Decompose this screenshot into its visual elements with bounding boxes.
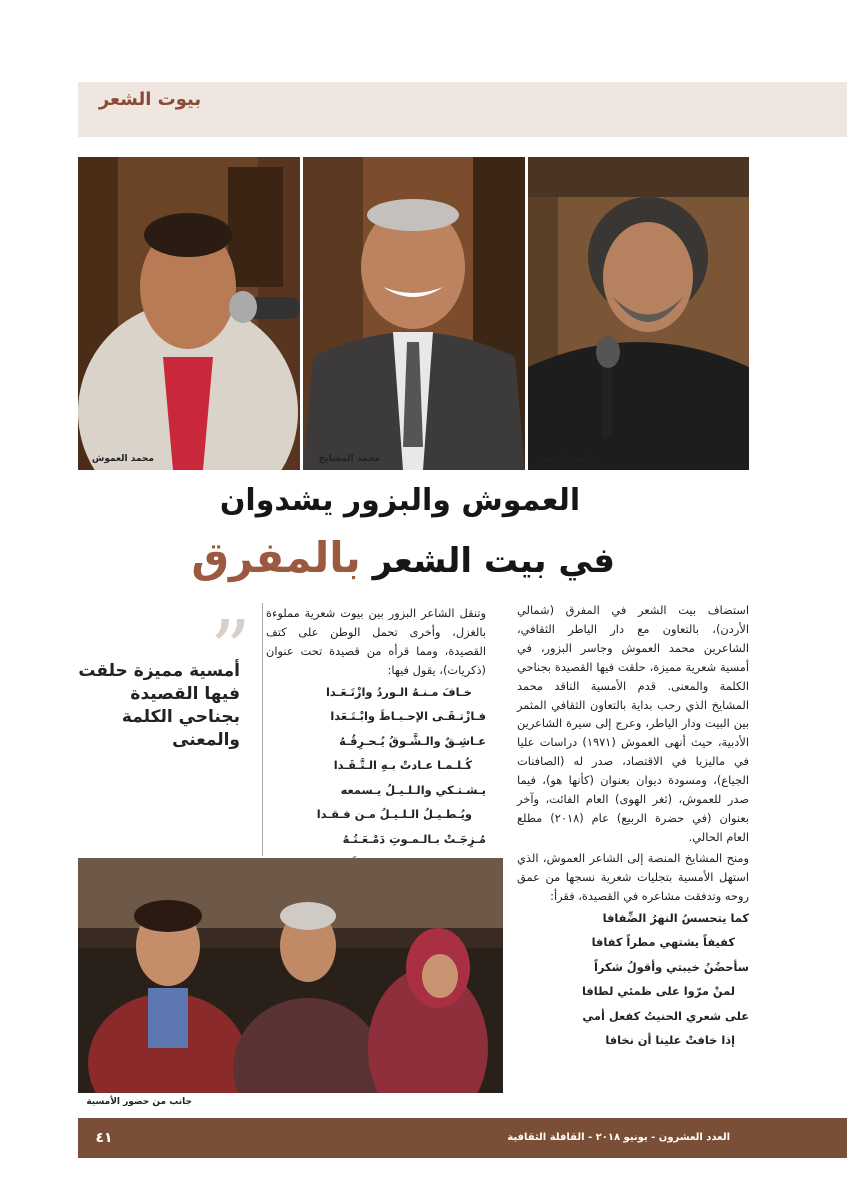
- photo-caption-al-bazour: جاسر البزور: [541, 454, 595, 464]
- title-line2-text: في بيت الشعر: [360, 541, 615, 581]
- photo-caption-al-amoush: محمد العموش: [91, 454, 154, 464]
- verse-line: لمنْ مرّوا على ظمئي لطافا: [581, 984, 735, 998]
- article-title-line2: [191, 530, 615, 586]
- pull-quote-line: بجناحي الكلمة: [121, 707, 240, 727]
- verse-line: كُـلـمـا عـادتْ بـهِ الـتَّـقَـدا: [333, 758, 472, 773]
- verse-line: كما يتحسسُ النهرُ الضِّفافا: [602, 910, 749, 925]
- portrait-photo-al-bazour: [528, 157, 749, 470]
- footer-issue-text: العدد العشرون - يونيو ٢٠١٨ - القافلة الثقافية: [507, 1132, 730, 1143]
- verse-line: مُـزِجَـتْ بـالـمـوتِ دَمْـعَـتُـهُ: [342, 831, 486, 846]
- section-label: بيوت الشعر: [98, 89, 202, 110]
- photo-caption-al-mashayekh: محمد المشايخ: [318, 454, 380, 464]
- verse-line: يـشـتـكي والـلـيـلُ يـسمعه: [340, 782, 486, 797]
- verse-line: خـافَ مـنـهُ الـوردُ وازْتَـعَـدا: [325, 684, 472, 699]
- body-paragraph: ومنح المشايخ المنصة إلى الشاعر العموش، الذي استهل الأمسية بتجليات شعرية نسجها من عمق روحه وتدفقت مشاعره في القصيدة، فقرأ:: [517, 850, 749, 903]
- column-divider: [262, 603, 263, 856]
- verse-line: على شعري الحنيتُ كفعل أمي: [582, 1008, 749, 1023]
- pull-quote-line: فيها القصيدة: [130, 684, 240, 704]
- pull-quote-line: أمسية مميزة حلقت: [78, 661, 240, 681]
- portrait-photo-al-amoush: [78, 157, 300, 470]
- pull-quote: [78, 660, 240, 752]
- article-column-middle: [266, 604, 486, 876]
- body-paragraph: وتنقل الشاعر البزور بين بيوت شعرية مملوءة بالغزل، وأخرى تحمل الوطن على كتف القصيدة، ومما قرأه من قصيدة تحت عنوان (ذكريات)، يقول فيها:: [266, 606, 486, 677]
- quote-mark-icon: ”: [210, 603, 251, 696]
- verse-line: إذا خافتْ علينا أن نخافا: [605, 1033, 735, 1047]
- audience-photo: [78, 858, 503, 1093]
- body-paragraph: استضاف بيت الشعر في المفرق (شمالي الأردن)، بالتعاون مع دار الياطر الثقافي، الشاعرين محمد العموش وجاسر البزور، في أمسية شعرية مميزة، حلقت فيها القصيدة بجناحي الكلمة والمعنى. قدم الأمسية الناقد محمد المشايخ الذي رحب بداية بالتعاون الثقافي المثمر بين البيت ودار الياطر، وعرج إلى سيرة الشاعرين الأدبية، حيث أنهى العموش (١٩٧١) دراسات عليا في ماليزيا في الاقتصاد، صدر له (الصافنات الجياع)، ومسودة ديوان بعنوان (كأنها هو)، فيما صدر للعموش، (ثغر الهوى) العام الفائت، وآخر بعنوان (في حضرة الربيع) عام (٢٠١٨) مطلع العام الحالي.: [517, 603, 749, 844]
- portrait-photo-al-mashayekh: [303, 157, 525, 470]
- audience-photo-caption: جانب من حضور الأمسية: [86, 1097, 192, 1107]
- verse-line: فـازْتـقَـى الإحـبـاطَ وابْـتَـعَدا: [330, 709, 486, 724]
- article-column-right: [517, 601, 749, 1053]
- verse-line: عـاشِـقٌ والـشَّـوقُ يُـحـرِقُـهُ: [339, 733, 486, 748]
- verse-line: ويُـطـيـلُ الـلـيـلُ مـن فـقـدا: [316, 807, 472, 822]
- title-line2-accent: بالمفرق: [191, 533, 361, 582]
- verse-line: كفيفاً يشتهي مطراً كفافا: [591, 935, 735, 949]
- verse-line: سأحضُنُ خيبتي وأقولُ شكراً: [593, 959, 749, 974]
- page-number: ٤١: [95, 1130, 113, 1146]
- pull-quote-line: والمعنى: [172, 730, 240, 750]
- article-title-line1: العموش والبزور يشدوان: [219, 483, 581, 518]
